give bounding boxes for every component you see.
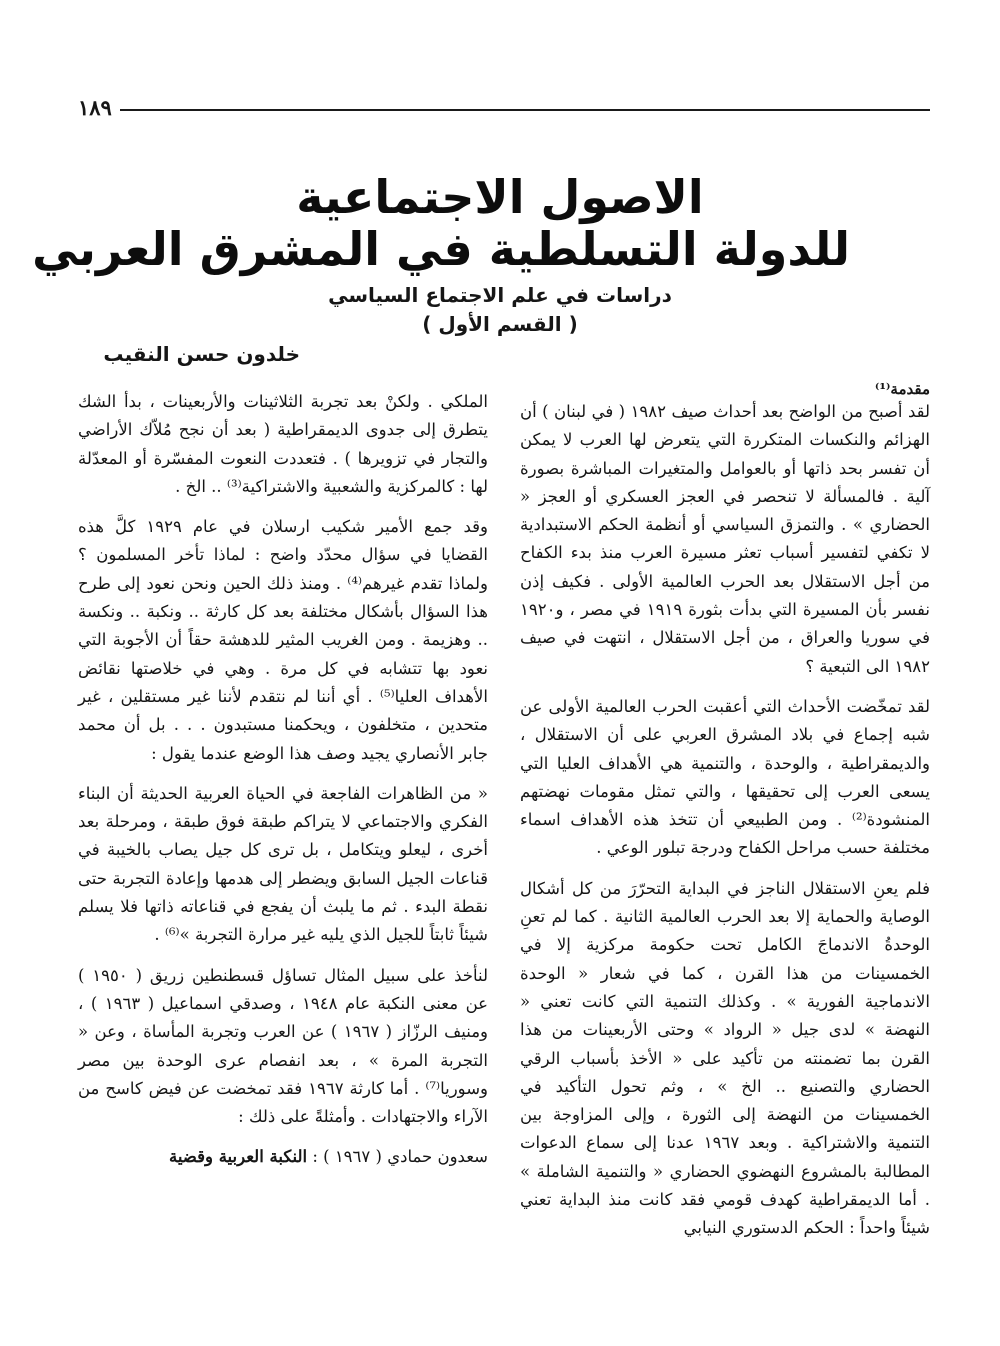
page-number: ١٨٩ [78, 95, 112, 120]
left-column [78, 388, 488, 1184]
right-paragraph-2: لقد تمخّضت الأحداث التي أعقبت الحرب العالمية الأولى عن شبه إجماع في بلاد المشرق العربي على أن الاستقلال ، والديمقراطية ، والوحدة ، والتنمية هي الأهداف العليا التي يسعى العرب إلى تحقيقها ، والتي تمثل مقومات نهضتهم المنشودة⁽²⁾ . ومن الطبيعي أن تتخذ هذه الأهداف اسماء مختلفة حسب مراحل الكفاح ودرجة تبلور الوعي . [520, 696, 930, 858]
left-paragraph-quote: « من الظاهرات الفاجعة في الحياة العربية الحديثة أن البناء الفكري والاجتماعي لا يتراكم طبقة فوق طبقة ، ومرحلة بعد أخرى ، ليعلو ويتكامل ، بل ترى كل جيل يصاب بالخيبة في قناعات الجيل السابق ويضطر إلى هدمها وإعادة التجربة حتى نقطة البدء . ثم ما يلبث أن يفجع في قناعاته ذاتها فلا يسلم شيئاً ثابتاً للجيل الذي يليه غير مرارة التجربة »⁽⁶⁾ . [78, 783, 488, 945]
left-last-line [78, 1143, 488, 1171]
left-paragraph-4: لنأخذ على سبيل المثال تساؤل قسطنطين زريق ( ١٩٥٠ ) عن معنى النكبة عام ١٩٤٨ ، وصدقي اسماعيل ( ١٩٦٣ ) ، ومنيف الرزّاز ( ١٩٦٧ ) عن العرب وتجربة المأساة ، وعن « التجربة المرة » ، بعد انفصام عرى الوحدة بين مصر وسوريا⁽⁷⁾ . أما كارثة ١٩٦٧ فقد تمخضت عن فيض كاسح من الآراء والاجتهادات . وأمثلةً على ذلك : [78, 965, 488, 1127]
article-author: خلدون حسن النقيب [103, 342, 300, 366]
left-paragraph-1: الملكي . ولكنْ بعد تجربة الثلاثينات والأربعينات ، بدأ الشك يتطرق إلى جدوى الديمقراطية ( بعد أن نجح مُلاّك الأراضي والتجار في تزويرها ) . فتعددت النعوت المفسّرة أو المعدّلة لها : كالمركزية والشعبية والاشتراكية⁽³⁾ .. الخ . [78, 392, 488, 496]
section-heading-introduction: مقدمة⁽¹⁾ [874, 380, 930, 398]
reference-author-year: سعدون حمادي ( ١٩٦٧ ) : [307, 1147, 488, 1167]
left-paragraph-2: وقد جمع الأمير شكيب ارسلان في عام ١٩٢٩ كلَّ هذه القضايا في سؤال محدّد واضح : لماذا تأخر المسلمون ؟ ولماذا تقدم غيرهم⁽⁴⁾ . ومنذ ذلك الحين ونحن نعود إلى طرح هذا السؤال بأشكال مختلفة بعد كل كارثة .. ونكبة .. ونكسة .. وهزيمة . ومن الغريب المثير للدهشة حقاً أن الأجوبة التي نعود بها تتشابه في كل مرة . وهي في خلاصتها نقائض الأهداف العليا⁽⁵⁾ . أي أننا لم نتقدم لأننا غير مستقلين ، غير متحدين ، متخلفون ، ويحكمنا مستبدون . . . بل أن محمد جابر الأنصاري يجيد وصف هذا الوضع عندما يقول : [78, 517, 489, 763]
reference-book-title: النكبة العربية وقضية [168, 1147, 308, 1167]
right-column [520, 380, 930, 1255]
article-title-line-2: للدولة التسلطية في المشرق العربي [32, 222, 850, 276]
right-paragraph-3: فلم يعنِ الاستقلال الناجز في البداية التحرّرَ من كل أشكال الوصاية والحماية إلا بعد الحرب العالمية الثانية . كما لم تعنِ الوحدةُ الاندماجَ الكامل تحت حكومة مركزية إلا في الخمسينات من هذا القرن ، كما في شعار « الوحدة الاندماجية الفورية » . وكذلك التنمية التي كانت تعني « النهضة » لدى جيل « الرواد » وحتى الأربعينات من هذا القرن بما تضمنته من تأكيد على « الأخذ بأسباب الرقي الحضاري والتصنيع .. الخ » ، وثم تحول التأكيد في الخمسينات من النهضة إلى الثورة ، وإلى المزاوجة بين التنمية والاشتراكية . وبعد ١٩٦٧ عدنا إلى سماع الدعوات المطالبة بالمشروع النهضوي الحضاري « والتنمية الشاملة » . أما الديمقراطية كهدف قومي فقد كانت منذ البداية تعني شيئاً واحداً : الحكم الدستوري النيابي [520, 878, 930, 1238]
article-title-line-1: الاصول الاجتماعية [296, 170, 704, 224]
right-paragraph-1: لقد أصبح من الواضح بعد أحداث صيف ١٩٨٢ ( في لبنان ) أن الهزائم والنكسات المتكررة التي يتعرض لها العرب لا يمكن أن تفسر بحد ذاتها أو بالعوامل والمتغيرات المباشرة بصورة آلية . فالمسألة لا تنحصر في العجز العسكري أو العجز « الحضاري » . والتمزق السياسي أو أنظمة الحكم الاستبدادية لا تكفي لتفسير أسباب تعثر مسيرة العرب منذ بدء الكفاح من أجل الاستقلال بعد الحرب العالمية الأولى . فكيف إذن نفسر بأن المسيرة التي بدأت بثورة ١٩١٩ في مصر ، و١٩٢٠ في سوريا والعراق ، من أجل الاستقلال ، انتهت في صيف ١٩٨٢ الى التبعية ؟ [520, 402, 930, 676]
article-part-label: ( القسم الأول ) [422, 312, 578, 336]
article-subtitle: دراسات في علم الاجتماع السياسي [328, 283, 672, 307]
header-rule [120, 109, 930, 111]
